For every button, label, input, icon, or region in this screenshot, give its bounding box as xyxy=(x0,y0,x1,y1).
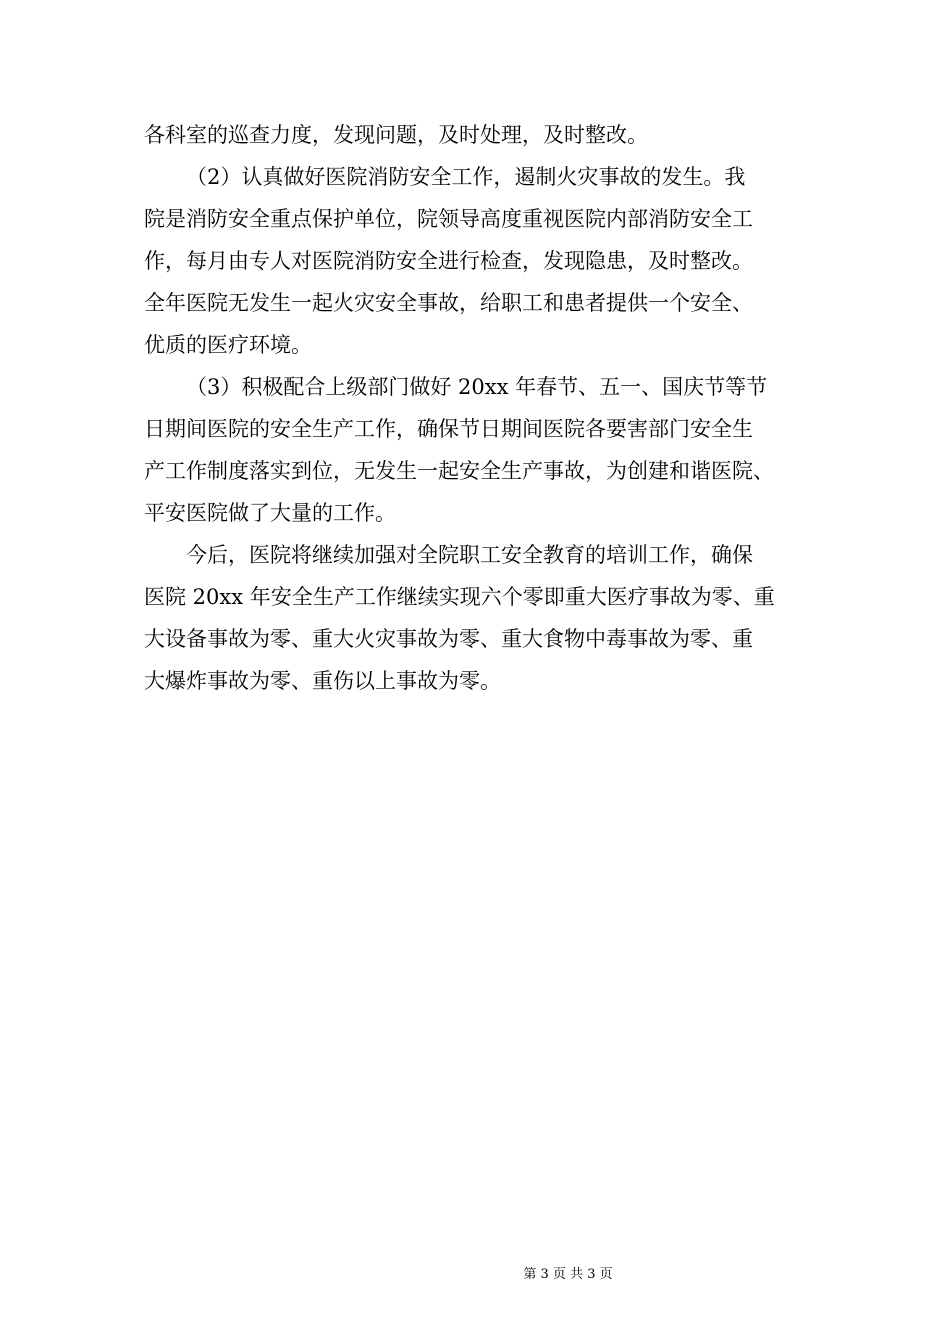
text-line: 平安医院做了大量的工作。 xyxy=(144,501,396,525)
text-line: （2）认真做好医院消防安全工作，遏制火灾事故的发生。我 xyxy=(186,165,746,189)
text-line: 产工作制度落实到位，无发生一起安全生产事故，为创建和谐医院、 xyxy=(144,459,774,483)
text-line: （3）积极配合上级部门做好 20xx 年春节、五一、国庆节等节 xyxy=(186,375,768,399)
document-body xyxy=(144,114,814,702)
text-line: 大设备事故为零、重大火灾事故为零、重大食物中毒事故为零、重 xyxy=(144,627,753,651)
text-line: 医院 20xx 年安全生产工作继续实现六个零即重大医疗事故为零、重 xyxy=(144,585,775,609)
text-line: 优质的医疗环境。 xyxy=(144,333,312,357)
text-line: 大爆炸事故为零、重伤以上事故为零。 xyxy=(144,669,501,693)
text-line: 各科室的巡查力度，发现问题，及时处理，及时整改。 xyxy=(144,123,648,147)
text-line: 今后，医院将继续加强对全院职工安全教育的培训工作，确保 xyxy=(186,543,753,567)
text-line: 日期间医院的安全生产工作，确保节日期间医院各要害部门安全生 xyxy=(144,417,753,441)
text-line: 作，每月由专人对医院消防安全进行检查，发现隐患，及时整改。 xyxy=(144,249,753,273)
text-line: 院是消防安全重点保护单位，院领导高度重视医院内部消防安全工 xyxy=(144,207,753,231)
text-line: 全年医院无发生一起火灾安全事故，给职工和患者提供一个安全、 xyxy=(144,291,753,315)
page-number: 第 3 页 共 3 页 xyxy=(523,1267,613,1282)
